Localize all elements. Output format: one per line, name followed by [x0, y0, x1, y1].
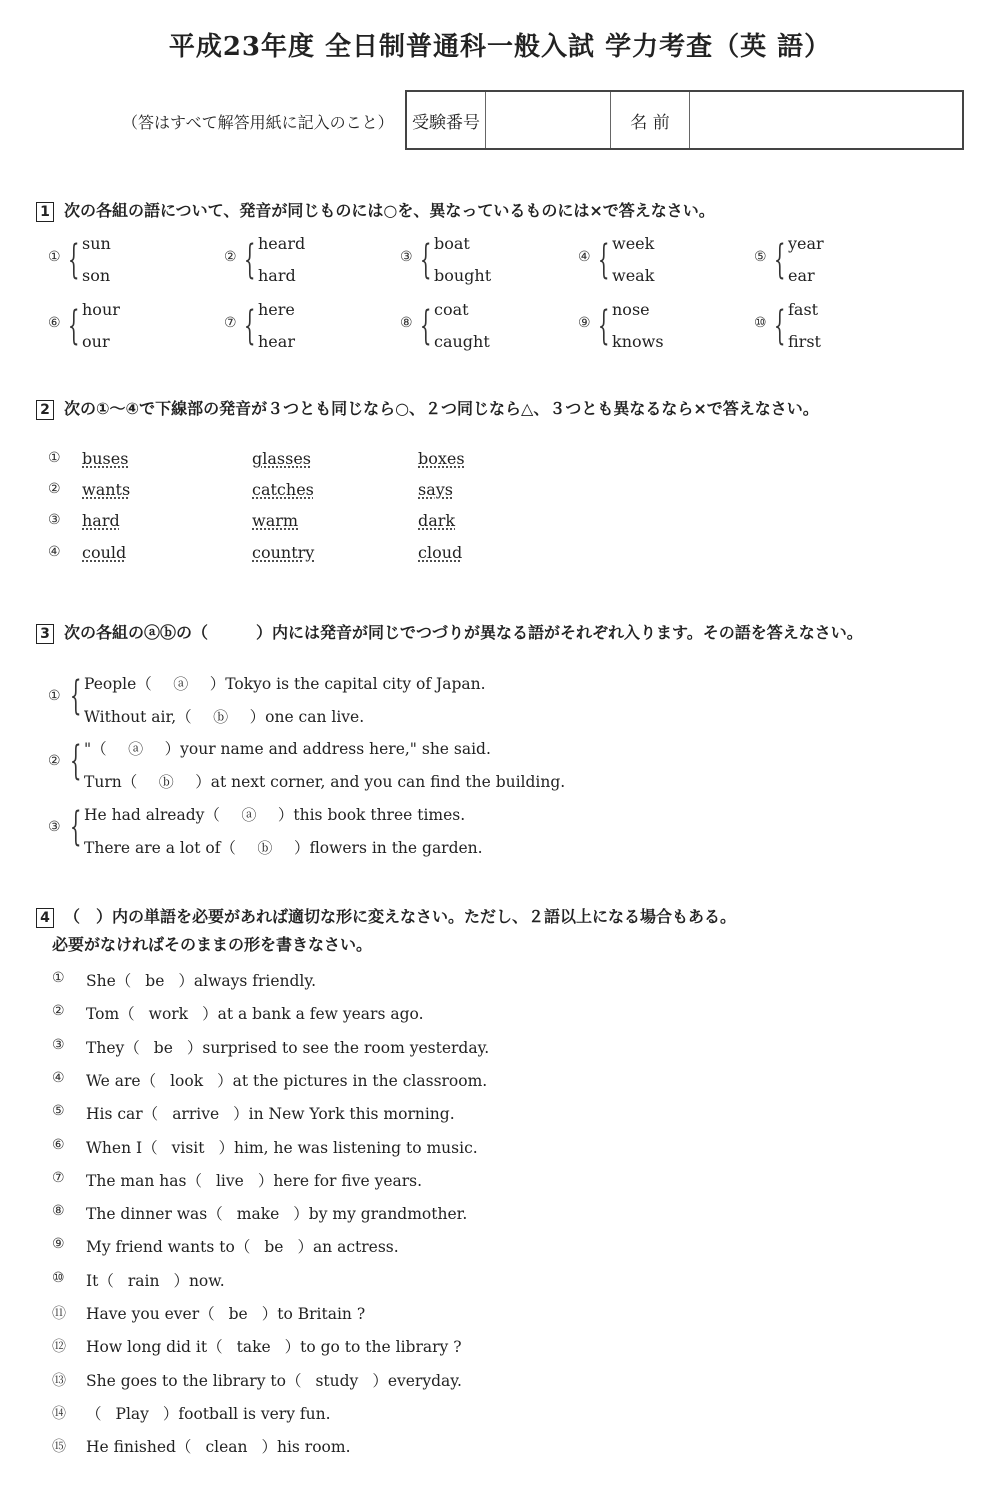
section-4-instruction-2: 必要がなければそのままの形を書きなさい。 — [52, 935, 373, 954]
item-word[interactable]: visit — [171, 1138, 205, 1157]
sentence-b — [84, 770, 565, 792]
item-word[interactable]: be — [153, 1038, 173, 1057]
item-pre: We are（ — [86, 1071, 157, 1090]
pair-number: ⑧ — [400, 315, 413, 331]
blank-a-mark[interactable]: ⓐ — [173, 675, 189, 693]
row-number: ④ — [48, 544, 61, 560]
item-word[interactable]: study — [315, 1371, 359, 1390]
pair-number: ⑩ — [754, 315, 767, 331]
underlined-word: glasses — [252, 449, 311, 468]
item-post: ）at the pictures in the classroom. — [217, 1071, 488, 1090]
pronunciation-pair — [224, 236, 394, 290]
item-number: ⑥ — [52, 1136, 65, 1153]
item-number: ⑧ — [52, 1203, 65, 1220]
item-word[interactable]: arrive — [172, 1105, 220, 1124]
underlined-word: boxes — [418, 449, 465, 468]
section-3-heading — [36, 620, 863, 644]
pair-brace: { — [244, 237, 256, 283]
item-post: ）surprised to see the room yesterday. — [186, 1038, 490, 1057]
pronunciation-pair — [400, 236, 570, 290]
sentence-b-post: ）one can live. — [249, 708, 365, 726]
underlined-word: hard — [82, 511, 120, 530]
pair-word-a: heard — [258, 234, 306, 253]
item-sentence — [86, 1169, 422, 1191]
item-post: ）to Britain ? — [261, 1305, 366, 1323]
section-1-number: 1 — [36, 202, 54, 222]
pair-word-b: hard — [258, 266, 296, 285]
underlined-word: catches — [252, 480, 314, 499]
pair-brace: { — [68, 303, 80, 349]
pair-brace: { — [420, 303, 432, 349]
pair-word-b: son — [82, 266, 111, 285]
item-number: ⑪ — [52, 1306, 66, 1322]
item-post: ）at a bank a few years ago. — [202, 1005, 424, 1024]
section-2-number: 2 — [36, 400, 54, 420]
section-1-instruction: 次の各組の語について、発音が同じものには○を、異なっているものには×で答えなさい。 — [64, 201, 715, 220]
underlined-word: says — [418, 480, 453, 499]
item-sentence — [86, 1269, 225, 1291]
item-word[interactable]: make — [236, 1205, 280, 1224]
item-pre: How long did it（ — [86, 1338, 223, 1357]
pair-number: ⑦ — [224, 315, 237, 331]
item-word[interactable]: be — [228, 1305, 248, 1323]
sentence-a-pre: People（ — [84, 675, 152, 693]
pronunciation-pair — [754, 236, 924, 290]
pair-word-b: first — [788, 332, 821, 351]
pronunciation-pair — [578, 236, 748, 290]
item-sentence — [86, 1202, 467, 1224]
item-number: ③ — [52, 1036, 65, 1053]
sentence-b — [84, 836, 483, 858]
section-4-number: 4 — [36, 908, 54, 928]
item-number: ⑫ — [52, 1339, 66, 1356]
pair-word-a: week — [612, 234, 655, 253]
sentence-a-pre: "（ — [84, 740, 107, 758]
sentence-b-post: ）flowers in the garden. — [293, 839, 483, 857]
item-word[interactable]: take — [236, 1338, 271, 1357]
sentence-a-post: ）your name and address here," she said. — [164, 740, 491, 758]
id-box — [405, 90, 964, 150]
pair-number: ③ — [400, 249, 413, 265]
sentence-b-pre: There are a lot of（ — [84, 839, 236, 857]
section-4-heading — [36, 904, 736, 928]
item-word[interactable]: live — [215, 1171, 244, 1190]
item-pre: Have you ever（ — [86, 1305, 215, 1323]
item-word[interactable]: look — [170, 1071, 204, 1090]
item-post: ）his room. — [261, 1438, 351, 1457]
pair-word-b: our — [82, 332, 110, 351]
pair-brace: { — [598, 237, 610, 283]
pair-word-b: ear — [788, 266, 815, 285]
underlined-word: buses — [82, 449, 129, 468]
item-number: ④ — [52, 1069, 65, 1086]
sentence-a — [84, 737, 491, 759]
pair-word-a: boat — [434, 234, 470, 253]
group-brace: { — [70, 804, 82, 850]
blank-a-mark[interactable]: ⓐ — [241, 806, 257, 824]
pair-word-a: nose — [612, 300, 650, 319]
sentence-a — [84, 672, 486, 694]
item-pre: She goes to the library to（ — [86, 1371, 302, 1390]
name-field[interactable] — [690, 92, 962, 148]
item-sentence — [86, 1036, 489, 1058]
underlined-word: warm — [252, 511, 299, 530]
exam-number-field[interactable] — [486, 92, 611, 148]
item-sentence — [86, 969, 316, 991]
item-pre: My friend wants to（ — [86, 1238, 251, 1257]
item-sentence — [86, 1136, 478, 1158]
pair-number: ① — [48, 249, 61, 265]
underlined-word: dark — [418, 511, 456, 530]
item-pre: She（ — [86, 972, 132, 990]
sentence-a-post: ）this book three times. — [277, 806, 466, 824]
item-word[interactable]: rain — [127, 1271, 160, 1290]
sentence-a-post: ）Tokyo is the capital city of Japan. — [209, 675, 486, 693]
sentence-b-pre: Without air,（ — [84, 708, 192, 726]
pronunciation-pair — [400, 302, 570, 356]
item-sentence — [86, 1335, 462, 1357]
group-number: ① — [48, 688, 61, 704]
item-sentence — [86, 1235, 399, 1257]
blank-b-mark[interactable]: ⓑ — [158, 773, 174, 791]
item-pre: His car（ — [86, 1105, 159, 1124]
item-post: ）here for five years. — [257, 1171, 423, 1190]
item-word[interactable]: be — [264, 1238, 284, 1257]
pair-word-b: hear — [258, 332, 295, 351]
pair-number: ⑤ — [754, 249, 767, 265]
group-number: ② — [48, 753, 61, 769]
underlined-word: wants — [82, 480, 131, 499]
item-pre: The man has（ — [86, 1171, 202, 1190]
item-post: ）always friendly. — [178, 972, 316, 990]
pair-word-a: here — [258, 300, 295, 319]
item-number: ⑩ — [52, 1269, 65, 1286]
item-number: ⑦ — [52, 1169, 65, 1186]
pair-word-a: fast — [788, 300, 819, 319]
group-brace: { — [70, 738, 82, 784]
pair-word-a: year — [788, 234, 824, 253]
sentence-b — [84, 705, 364, 727]
pair-word-a: sun — [82, 234, 111, 253]
pronunciation-pair — [48, 302, 218, 356]
item-post: ）an actress. — [297, 1238, 399, 1257]
blank-a-mark[interactable]: ⓐ — [128, 740, 144, 758]
item-post: ）him, he was listening to music. — [218, 1138, 478, 1157]
section-1-heading — [36, 198, 715, 222]
item-post: ）to go to the library ? — [284, 1338, 462, 1357]
pair-brace: { — [774, 303, 786, 349]
pair-brace: { — [774, 237, 786, 283]
item-post: ）now. — [173, 1271, 225, 1290]
pair-word-b: knows — [612, 332, 664, 351]
group-number: ③ — [48, 819, 61, 835]
section-2-heading — [36, 396, 819, 420]
item-sentence — [86, 1069, 487, 1091]
item-pre: They（ — [86, 1038, 140, 1057]
item-pre: He finished（ — [86, 1438, 192, 1457]
pair-brace: { — [598, 303, 610, 349]
sentence-a-pre: He had already（ — [84, 806, 220, 824]
pair-word-a: coat — [434, 300, 469, 319]
item-post: ）in New York this morning. — [233, 1105, 455, 1124]
item-sentence — [86, 1435, 351, 1457]
exam-number-label: 受験番号 — [407, 92, 486, 148]
section-2-instruction: 次の①～④で下線部の発音が３つとも同じなら○、２つ同じなら△、３つとも異なるなら×で答えなさい。 — [64, 399, 819, 418]
item-pre: The dinner was（ — [86, 1205, 223, 1224]
pair-word-b: bought — [434, 266, 492, 285]
item-post: ）everyday. — [372, 1371, 462, 1390]
section-3-number: 3 — [36, 624, 54, 644]
row-number: ② — [48, 481, 61, 497]
item-post: ）football is very fun. — [162, 1404, 331, 1423]
item-pre: （ — [86, 1404, 102, 1423]
item-pre: When I（ — [86, 1138, 158, 1157]
item-word[interactable]: clean — [205, 1438, 248, 1457]
sentence-b-pre: Turn（ — [84, 773, 138, 791]
pair-number: ② — [224, 249, 237, 265]
item-word[interactable]: be — [145, 972, 165, 990]
pair-brace: { — [244, 303, 256, 349]
item-number: ⑭ — [52, 1405, 66, 1422]
section-4-instruction-1: （ ）内の単語を必要があれば適切な形に変えなさい。ただし、２語以上になる場合もある。 — [64, 907, 737, 926]
name-label: 名 前 — [611, 92, 690, 148]
pronunciation-pair — [754, 302, 924, 356]
blank-b-mark[interactable]: ⓑ — [213, 708, 229, 726]
section-3-instruction: 次の各組のⓐⓑの（ ）内には発音が同じでつづりが異なる語がそれぞれ入ります。その語を答えなさい。 — [64, 623, 863, 642]
pair-number: ⑥ — [48, 315, 61, 331]
pair-number: ④ — [578, 249, 591, 265]
row-number: ③ — [48, 512, 61, 528]
sentence-a — [84, 803, 465, 825]
blank-b-mark[interactable]: ⓑ — [257, 839, 273, 857]
item-sentence — [86, 1402, 331, 1424]
underlined-word: could — [82, 543, 127, 562]
item-word[interactable]: Play — [115, 1404, 149, 1423]
pair-word-a: hour — [82, 300, 120, 319]
item-number: ⑬ — [52, 1372, 66, 1389]
item-sentence — [86, 1302, 365, 1324]
item-number: ⑮ — [52, 1439, 66, 1456]
pair-brace: { — [420, 237, 432, 283]
item-pre: Tom（ — [86, 1005, 135, 1024]
item-sentence — [86, 1369, 462, 1391]
underlined-word: cloud — [418, 543, 463, 562]
item-number: ② — [52, 1003, 65, 1020]
pair-brace: { — [68, 237, 80, 283]
instruction-note: （答はすべて解答用紙に記入のこと） — [122, 113, 394, 132]
item-pre: It（ — [86, 1271, 114, 1290]
item-word[interactable]: work — [148, 1005, 189, 1024]
pair-word-b: weak — [612, 266, 655, 285]
item-sentence — [86, 1102, 455, 1124]
sentence-b-post: ）at next corner, and you can find the building. — [195, 773, 566, 791]
item-post: ）by my grandmother. — [293, 1205, 468, 1224]
pair-number: ⑨ — [578, 315, 591, 331]
pair-word-b: caught — [434, 332, 490, 351]
pronunciation-pair — [578, 302, 748, 356]
row-number: ① — [48, 450, 61, 466]
item-number: ⑤ — [52, 1103, 65, 1120]
underlined-word: country — [252, 543, 315, 562]
item-number: ① — [52, 970, 65, 986]
pronunciation-pair — [48, 236, 218, 290]
page-title: 平成23年度 全日制普通科一般入試 学力考査（英 語） — [168, 32, 832, 62]
item-sentence — [86, 1002, 424, 1024]
group-brace: { — [70, 673, 82, 719]
item-number: ⑨ — [52, 1236, 65, 1253]
pronunciation-pair — [224, 302, 394, 356]
